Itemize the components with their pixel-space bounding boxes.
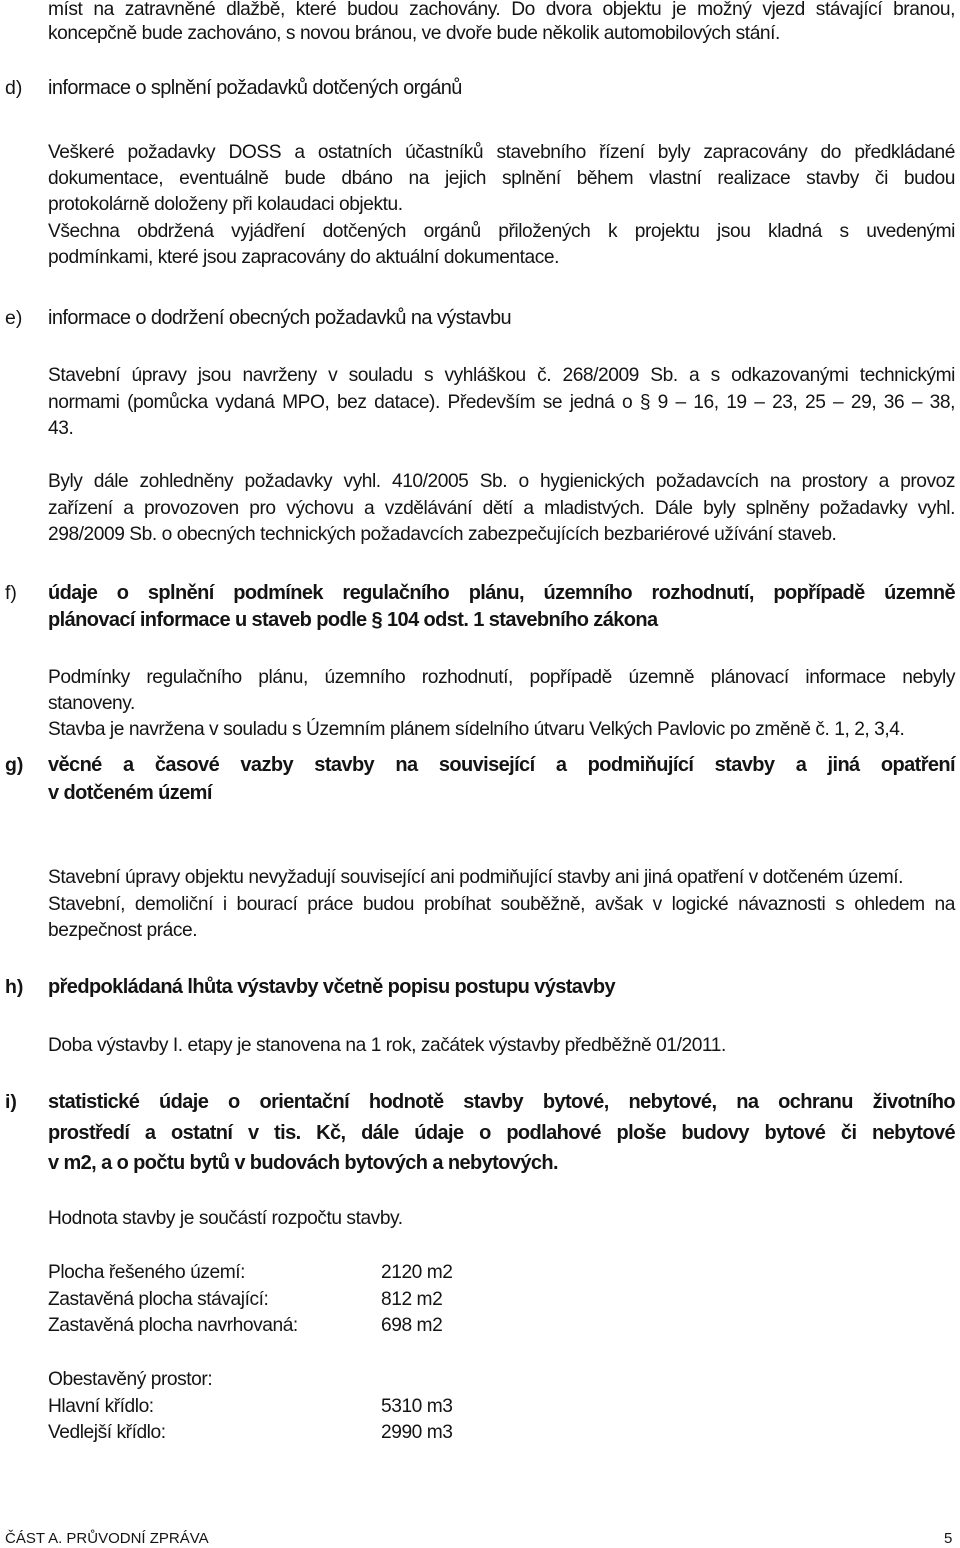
section-letter-e: e) bbox=[5, 307, 23, 329]
text-line: normami (pomůcka vydaná MPO, bez datace). Především se jedná o § 9 – 16, 19 – 23, 25 – 29, 36 – 38, bbox=[48, 392, 955, 413]
text-line: bezpečnost práce. bbox=[48, 920, 198, 941]
footer-title: ČÁST A. PRŮVODNÍ ZPRÁVA bbox=[5, 1530, 209, 1547]
text-line: 43. bbox=[48, 418, 74, 439]
section-g-heading: věcné a časové vazby stavby na související a podmiňující stavby a jiná opatření bbox=[48, 754, 955, 776]
section-letter-h: h) bbox=[5, 976, 24, 998]
volume-title: Obestavěný prostor: bbox=[48, 1369, 213, 1390]
text-line: dokumentace, eventuálně bude dbáno na jejich splnění během vlastní realizace stavby či budou bbox=[48, 168, 955, 189]
text-line: Hodnota stavby je součástí rozpočtu stavby. bbox=[48, 1208, 403, 1229]
area-label: Zastavěná plocha stávající: bbox=[48, 1289, 269, 1310]
section-f-heading: údaje o splnění podmínek regulačního plánu, územního rozhodnutí, popřípadě územně bbox=[48, 582, 955, 604]
text-line: Podmínky regulačního plánu, územního rozhodnutí, popřípadě územně plánovací informace nebyly bbox=[48, 667, 955, 688]
text-line: Stavební, demoliční i bourací práce budou probíhat souběžně, avšak v logické návaznosti s ohledem na bbox=[48, 894, 955, 915]
text-line: Stavba je navržena v souladu s Územním plánem sídelního útvaru Velkých Pavlovic po změně č. 1, 2, 3,4. bbox=[48, 719, 905, 740]
text-line: zařízení a provozoven pro výchovu a vzdělávání dětí a mladistvých. Dále byly splněny požadavky vyhl. bbox=[48, 498, 955, 519]
text-line: 298/2009 Sb. o obecných technických požadavcích zabezpečujících bezbariérové užívání staveb. bbox=[48, 524, 837, 545]
text-line: Doba výstavby I. etapy je stanovena na 1 rok, začátek výstavby předběžně 01/2011. bbox=[48, 1035, 726, 1056]
volume-value: 5310 m3 bbox=[381, 1396, 453, 1417]
section-d-heading: informace o splnění požadavků dotčených orgánů bbox=[48, 77, 462, 99]
text-line: protokolárně doloženy při kolaudaci objektu. bbox=[48, 194, 403, 215]
text-line: Všechna obdržená vyjádření dotčených orgánů přiložených k projektu jsou kladná s uvedenými bbox=[48, 221, 955, 242]
volume-label: Vedlejší křídlo: bbox=[48, 1422, 166, 1443]
text-line: koncepčně bude zachováno, s novou bránou, ve dvoře bude několik automobilových stání. bbox=[48, 23, 780, 44]
section-i-heading: statistické údaje o orientační hodnotě stavby bytové, nebytové, na ochranu životního bbox=[48, 1091, 955, 1113]
area-label: Zastavěná plocha navrhovaná: bbox=[48, 1315, 298, 1336]
volume-label: Hlavní křídlo: bbox=[48, 1396, 154, 1417]
text-line: míst na zatravněné dlažbě, které budou zachovány. Do dvora objektu je možný vjezd stávající branou, bbox=[48, 0, 955, 20]
section-letter-g: g) bbox=[5, 754, 24, 776]
volume-value: 2990 m3 bbox=[381, 1422, 453, 1443]
area-value: 812 m2 bbox=[381, 1289, 443, 1310]
text-line: Veškeré požadavky DOSS a ostatních účastníků stavebního řízení byly zapracovány do předkládané bbox=[48, 142, 955, 163]
section-e-heading: informace o dodržení obecných požadavků na výstavbu bbox=[48, 307, 512, 329]
page-number: 5 bbox=[944, 1530, 953, 1547]
area-value: 698 m2 bbox=[381, 1315, 443, 1336]
section-f-heading: plánovací informace u staveb podle § 104 odst. 1 stavebního zákona bbox=[48, 609, 658, 631]
area-value: 2120 m2 bbox=[381, 1262, 453, 1283]
section-letter-f: f) bbox=[5, 582, 17, 604]
section-g-heading: v dotčeném území bbox=[48, 782, 212, 804]
section-letter-d: d) bbox=[5, 77, 23, 99]
section-i-heading: v m2, a o počtu bytů v budovách bytových a nebytových. bbox=[48, 1152, 558, 1174]
text-line: podmínkami, které jsou zapracovány do aktuální dokumentace. bbox=[48, 247, 559, 268]
section-i-heading: prostředí a ostatní v tis. Kč, dále údaje o podlahové ploše budovy bytové či nebytové bbox=[48, 1122, 955, 1144]
area-label: Plocha řešeného území: bbox=[48, 1262, 246, 1283]
text-line: Byly dále zohledněny požadavky vyhl. 410/2005 Sb. o hygienických požadavcích na prostory a provoz bbox=[48, 471, 955, 492]
text-line: stanoveny. bbox=[48, 693, 135, 714]
section-h-heading: předpokládaná lhůta výstavby včetně popisu postupu výstavby bbox=[48, 976, 615, 998]
text-line: Stavební úpravy jsou navrženy v souladu s vyhláškou č. 268/2009 Sb. a s odkazovanými technickými bbox=[48, 365, 955, 386]
section-letter-i: i) bbox=[5, 1091, 17, 1113]
text-line: Stavební úpravy objektu nevyžadují související ani podmiňující stavby ani jiná opatření v dotčeném území. bbox=[48, 867, 904, 888]
